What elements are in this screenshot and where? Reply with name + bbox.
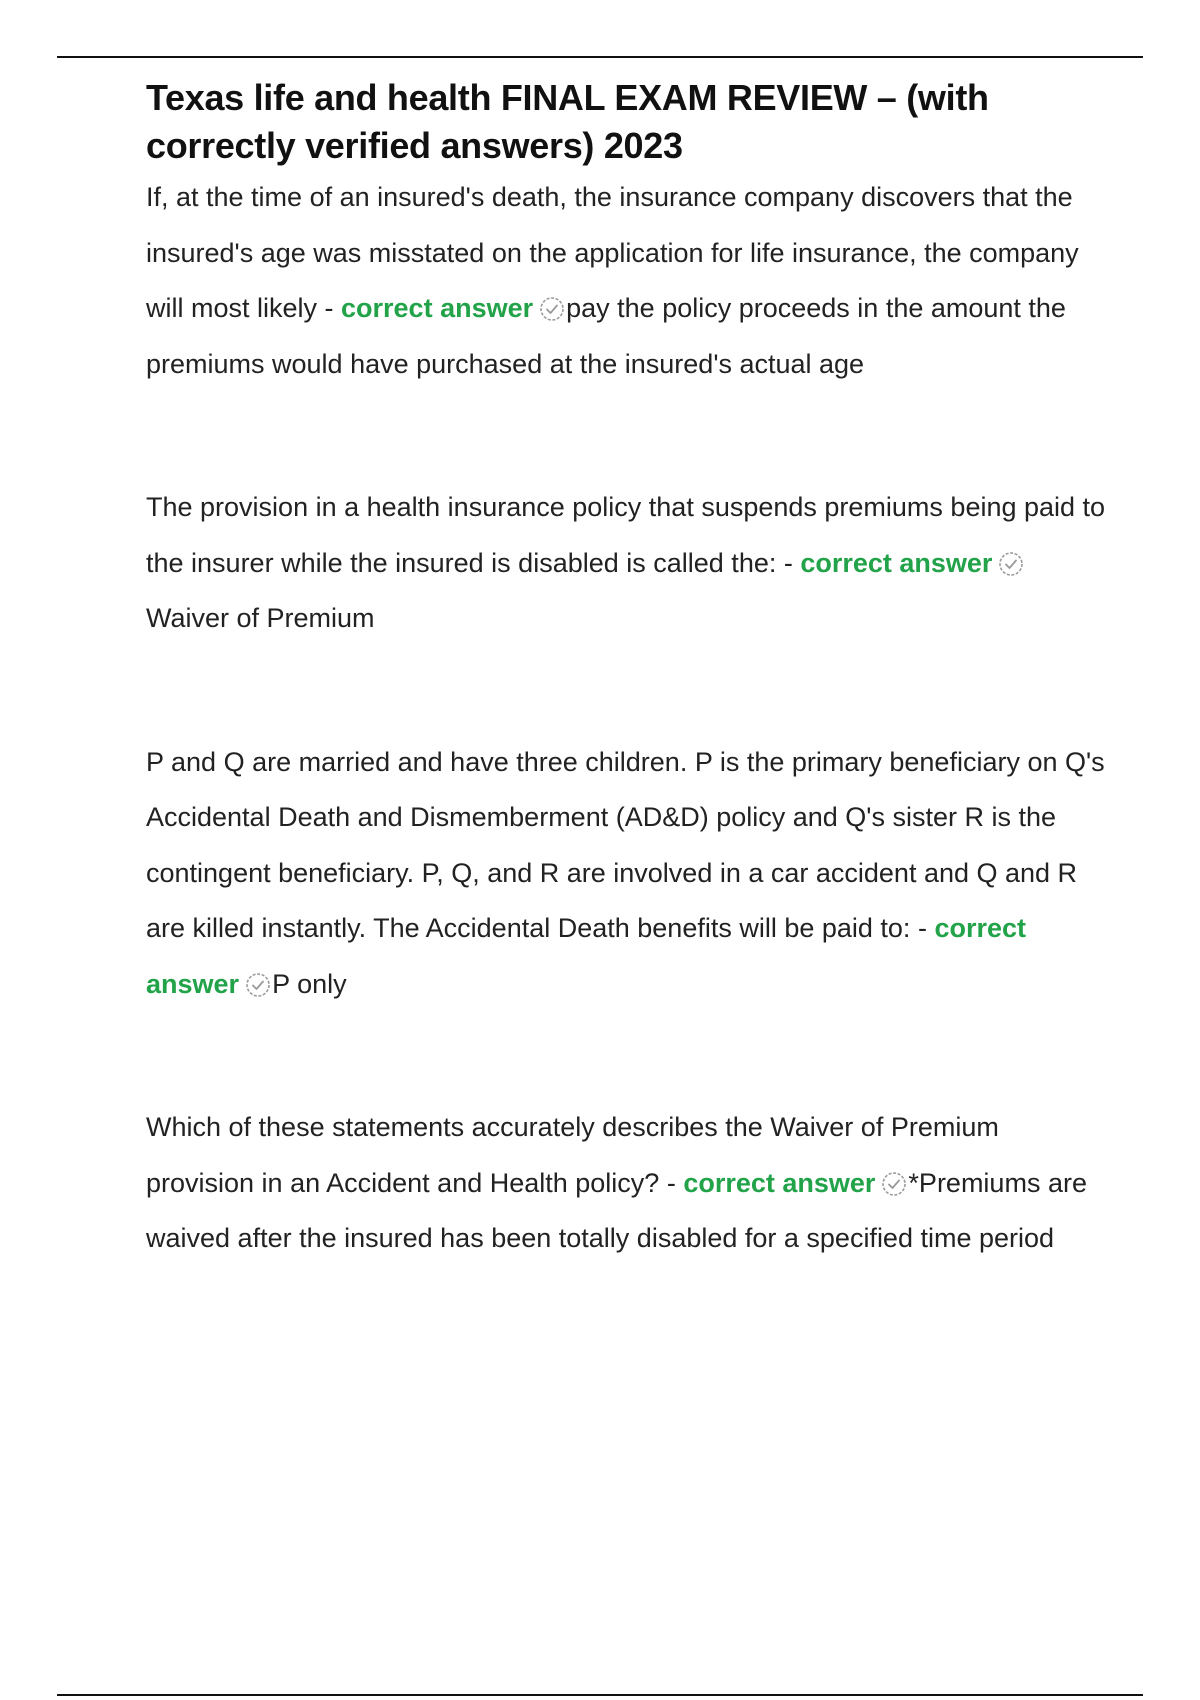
correct-answer-label: correct answer (683, 1167, 876, 1198)
document-title: Texas life and health FINAL EXAM REVIEW – (with correctly verified answers) 2023 (146, 77, 989, 166)
question-text: The provision in a health insurance policy that suspends premiums being paid to the insurer while the insured is disabled is called the: - (146, 492, 1106, 578)
answer-text: *Premiums are waived after the insured has been totally disabled for a specified time period (146, 1167, 1087, 1253)
qa-item (146, 480, 1106, 647)
correct-answer-label: correct answer (146, 913, 1026, 999)
answer-text: pay the policy proceeds in the amount the premiums would have purchased at the insured's actual age (146, 293, 1066, 379)
bottom-rule (57, 1694, 1143, 1696)
qa-item (146, 735, 1106, 1013)
question-text: P and Q are married and have three children. P is the primary beneficiary on Q's Accidental Death and Dismemberment (AD&D) policy and Q's sister R is the contingent beneficiary. P, Q, and R are involved in a car accident and Q and R are killed instantly. The Accidental Death benefits will be paid to: - (146, 746, 1105, 943)
verified-check-icon (245, 972, 271, 998)
correct-answer-label: correct answer (341, 293, 534, 323)
question-text: If, at the time of an insured's death, the insurance company discovers that the insured's age was misstated on the application for life insurance, the company will most likely - (146, 182, 1079, 323)
answer-text: Waiver of Premium (146, 603, 375, 633)
answer-text: P only (272, 968, 347, 999)
qa-item (146, 170, 1106, 392)
qa-item (146, 1100, 1106, 1267)
document-body (146, 74, 1106, 1267)
verified-check-icon (998, 551, 1024, 577)
question-text: Which of these statements accurately describes the Waiver of Premium provision in an Accident and Health policy? - (146, 1112, 999, 1198)
correct-answer-label: correct answer (800, 547, 993, 578)
verified-check-icon (881, 1171, 907, 1197)
top-rule (57, 56, 1143, 58)
verified-check-icon (539, 296, 565, 322)
